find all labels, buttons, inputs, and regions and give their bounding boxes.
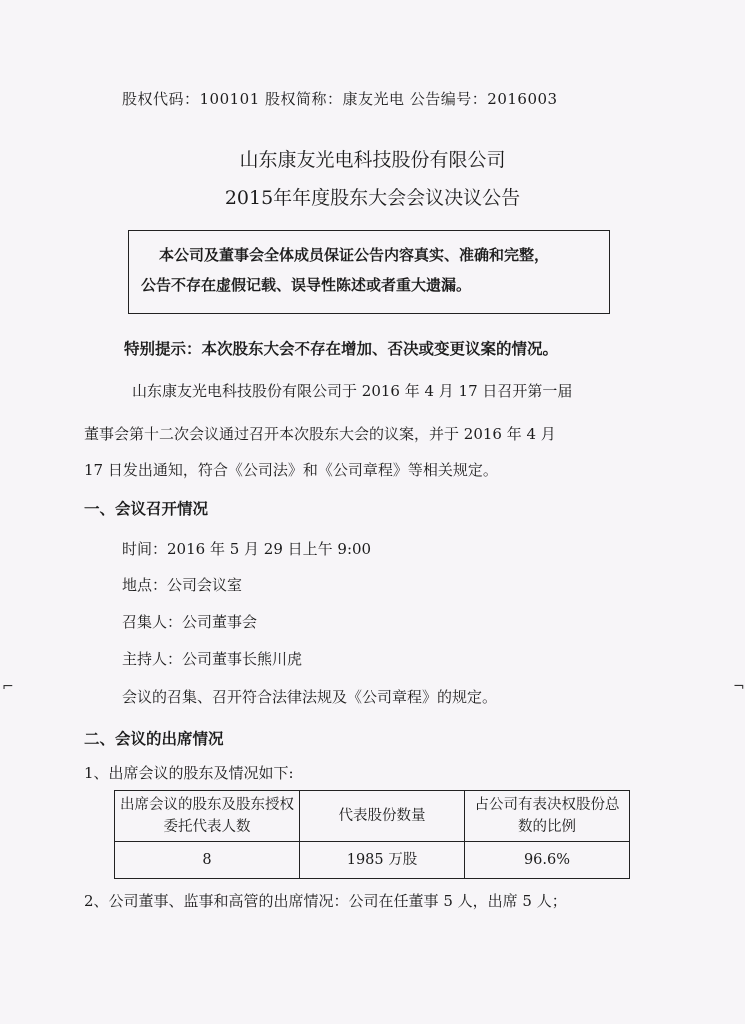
special-note: 特别提示：本次股东大会不存在增加、否决或变更议案的情况。	[124, 339, 559, 358]
table-row	[115, 842, 630, 879]
announcement-title: 2015年年度股东大会会议决议公告	[224, 187, 521, 209]
intro-line-2: 董事会第十二次会议通过召开本次股东大会的议案，并于 2016 年 4 月	[84, 425, 556, 443]
table-header-row	[115, 791, 630, 842]
table-cell-shares: 1985 万股	[300, 842, 465, 879]
section-heading-meeting: 一、会议召开情况	[84, 499, 209, 518]
meeting-time: 时间：2016 年 5 月 29 日上午 9:00	[122, 540, 372, 558]
table-header-attendees: 出席会议的股东及股东授权委托代表人数	[115, 791, 300, 842]
table-header-shares: 代表股份数量	[300, 791, 465, 842]
table-header-ratio: 占公司有表决权股份总数的比例	[465, 791, 630, 842]
intro-line-1: 山东康友光电科技股份有限公司于 2016 年 4 月 17 日召开第一届	[132, 382, 573, 400]
declaration-line-2: 公告不存在虚假记载、误导性陈述或者重大遗漏。	[141, 276, 472, 294]
attendance-subheading: 1、出席会议的股东及情况如下:	[84, 764, 294, 782]
meeting-host: 主持人：公司董事长熊川虎	[122, 650, 303, 668]
meeting-convener: 召集人：公司董事会	[122, 613, 258, 631]
meeting-compliance: 会议的召集、召开符合法律法规及《公司章程》的规定。	[122, 688, 498, 706]
attendance-table	[114, 790, 630, 879]
intro-line-3: 17 日发出通知，符合《公司法》和《公司章程》等相关规定。	[84, 461, 498, 479]
declaration-box	[128, 230, 610, 314]
declaration-line-1: 本公司及董事会全体成员保证公告内容真实、准确和完整，	[159, 246, 550, 264]
directors-attendance: 2、公司董事、监事和高管的出席情况：公司在任董事 5 人，出席 5 人；	[84, 892, 567, 910]
meeting-place: 地点：公司会议室	[122, 576, 243, 594]
table-cell-ratio: 96.6%	[465, 842, 630, 879]
margin-mark-left: ⌐	[2, 679, 14, 695]
stock-info-line: 股权代码：100101 股权简称：康友光电 公告编号：2016003	[122, 90, 558, 108]
margin-mark-right: ¬	[733, 679, 745, 695]
section-heading-attendance: 二、会议的出席情况	[84, 729, 224, 748]
table-cell-attendees: 8	[115, 842, 300, 879]
company-title: 山东康友光电科技股份有限公司	[239, 149, 506, 171]
